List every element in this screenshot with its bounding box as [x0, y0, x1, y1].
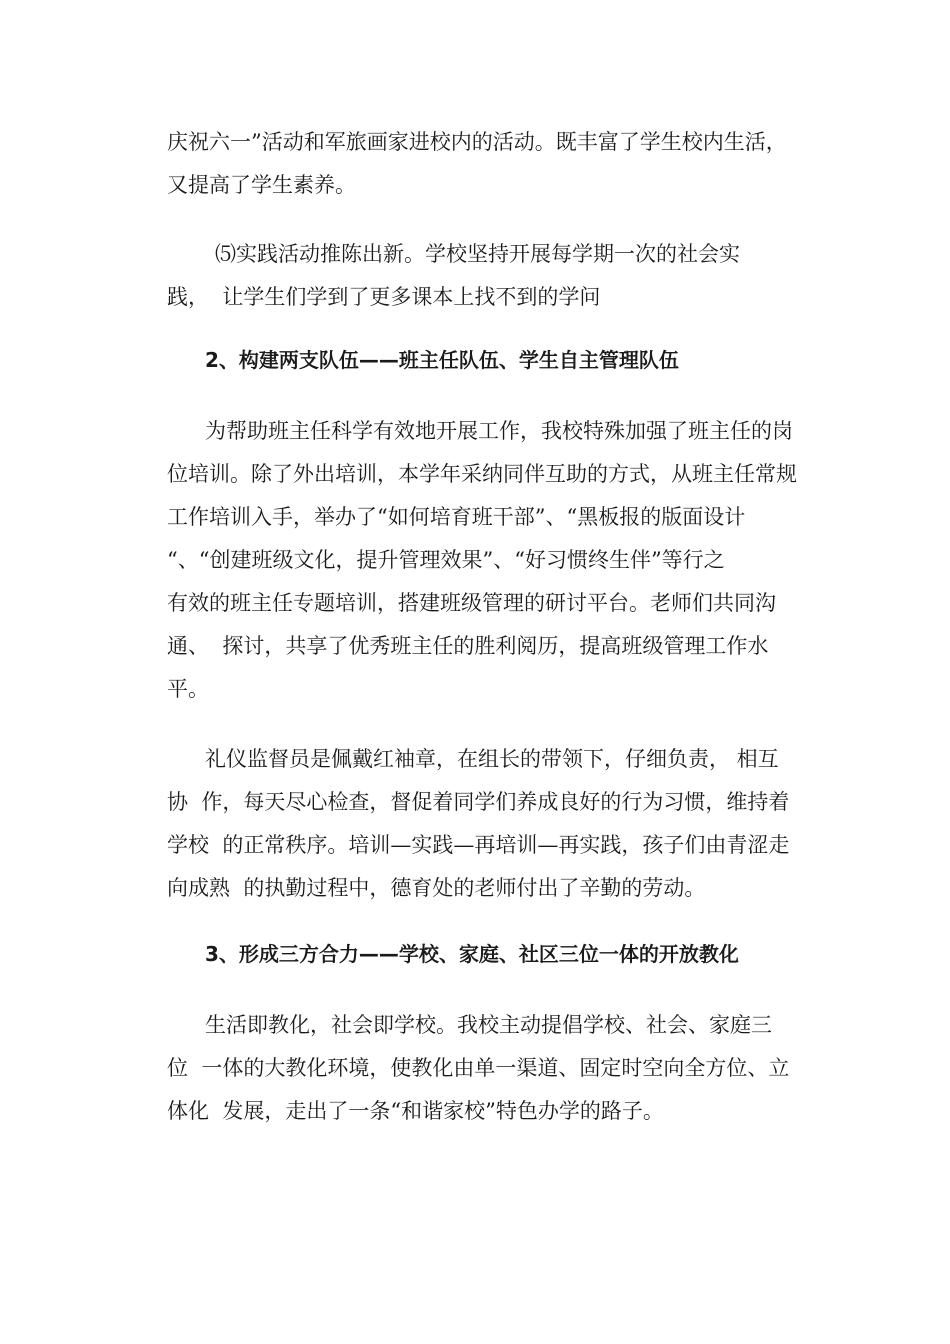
text-line: ⑸实践活动推陈出新。学校坚持开展每学期一次的社会实: [215, 242, 740, 266]
text-line: 通、 探讨，共享了优秀班主任的胜利阅历，提高班级管理工作水: [167, 634, 769, 658]
text-line: 协 作，每天尽心检查，督促着同学们养成良好的行为习惯，维持着: [167, 790, 790, 814]
text-line: 礼仪监督员是佩戴红袖章，在组长的带领下，仔细负责， 相互: [205, 747, 779, 771]
text-line: 学校 的正常秩序。培训—实践—再培训—再实践，孩子们由青涩走: [167, 833, 790, 857]
text-line: 体化 发展，走出了一条“和谐家校”特色办学的路子。: [167, 1099, 664, 1123]
text-line: 庆祝六一”活动和军旅画家进校内的活动。既丰富了学生校内生活，: [167, 130, 787, 154]
text-line: 又提高了学生素养。: [167, 173, 356, 197]
section-heading-3: 3、形成三方合力——学校、家庭、社区三位一体的开放教化: [205, 942, 739, 966]
section-heading-2: 2、构建两支队伍——班主任队伍、学生自主管理队伍: [205, 348, 679, 372]
text-line: 向成熟 的执勤过程中，德育处的老师付出了辛勤的劳动。: [167, 876, 706, 900]
text-line: 位 一体的大教化环境，使教化由单一渠道、固定时空向全方位、立: [167, 1056, 790, 1080]
text-line: 工作培训入手，举办了“如何培育班干部”、“黑板报的版面设计: [167, 505, 746, 529]
text-line: 为帮助班主任科学有效地开展工作，我校特殊加强了班主任的岗: [205, 419, 793, 443]
text-line: 平。: [167, 677, 209, 701]
text-line: 位培训。除了外出培训，本学年采纳同伴互助的方式，从班主任常规: [167, 462, 797, 486]
text-line: 有效的班主任专题培训，搭建班级管理的研讨平台。老师们共同沟: [167, 591, 776, 615]
text-line: 生活即教化，社会即学校。我校主动提倡学校、社会、家庭三: [205, 1013, 772, 1037]
text-line: 践， 让学生们学到了更多课本上找不到的学问: [167, 285, 601, 309]
text-line: “、“创建班级文化，提升管理效果”、“好习惯终生伴”等行之: [167, 548, 725, 572]
